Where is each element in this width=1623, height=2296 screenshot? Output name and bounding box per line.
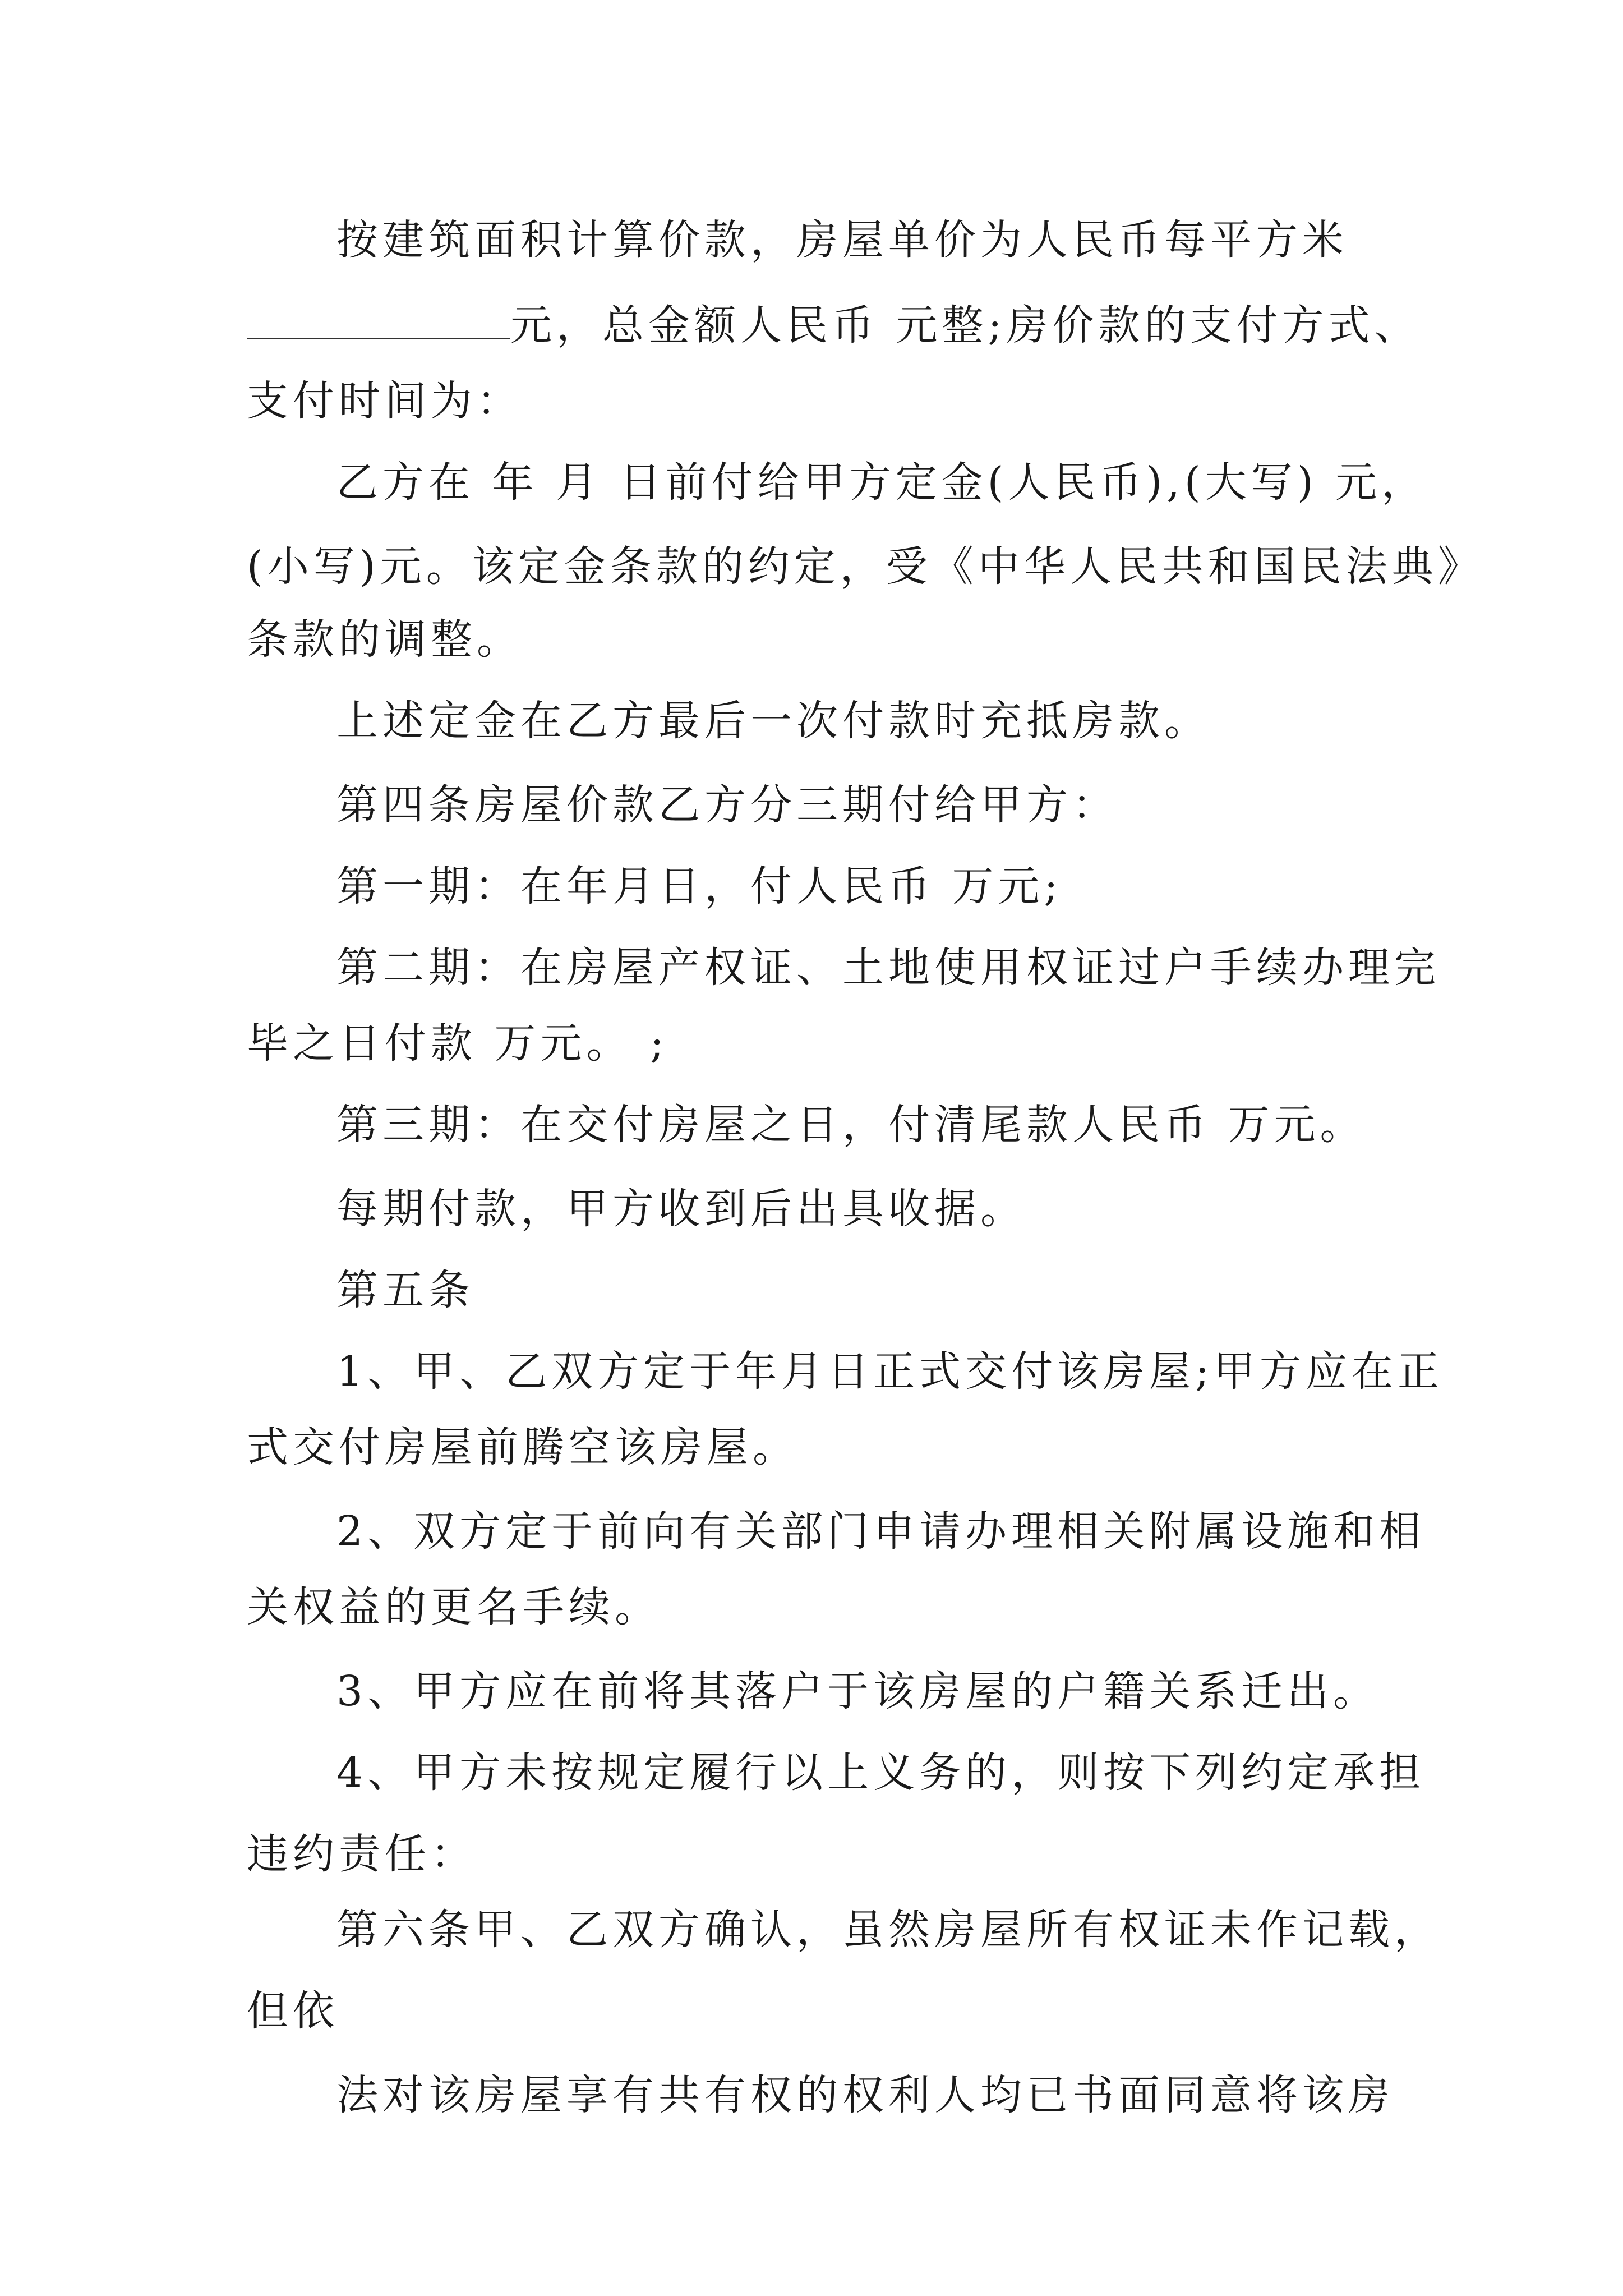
paragraph-line: 支付时间为： bbox=[247, 377, 523, 425]
paragraph-line: 上述定金在乙方最后一次付款时充抵房款。 bbox=[336, 697, 1210, 745]
paragraph-line: 第二期：在房屋产权证、土地使用权证过户手续办理完 bbox=[336, 944, 1440, 992]
paragraph-line: 第六条甲、乙双方确认，虽然房屋所有权证未作记载， bbox=[336, 1906, 1440, 1954]
paragraph-line: 关权益的更名手续。 bbox=[247, 1583, 661, 1631]
paragraph-line: 乙方在 年 月 日前付给甲方定金(人民币),(大写) 元， bbox=[336, 458, 1428, 507]
paragraph-line: 按建筑面积计算价款，房屋单价为人民币每平方米 bbox=[336, 216, 1348, 264]
paragraph-line: 条款的调整。 bbox=[247, 615, 523, 664]
paragraph-line: 第三期：在交付房屋之日，付清尾款人民币 万元。 bbox=[336, 1101, 1366, 1149]
paragraph-line: 毕之日付款 万元。 ; bbox=[247, 1019, 668, 1068]
paragraph-line: (小写)元。该定金条款的约定，受《中华人民共和国民法典》 bbox=[247, 542, 1484, 591]
paragraph-line: 2、双方定于前向有关部门申请办理相关附属设施和相 bbox=[336, 1507, 1426, 1556]
paragraph-line: 法对该房屋享有共有权的权利人均已书面同意将该房 bbox=[336, 2071, 1394, 2119]
paragraph-line bbox=[247, 297, 1421, 353]
paragraph-line: 违约责任： bbox=[247, 1830, 477, 1878]
paragraph-line: 3、甲方应在前将其落户于该房屋的户籍关系迁出。 bbox=[336, 1667, 1380, 1715]
fill-in-blank bbox=[247, 305, 510, 339]
paragraph-line: 但依 bbox=[247, 1987, 339, 2035]
paragraph-line: 每期付款，甲方收到后出具收据。 bbox=[336, 1185, 1026, 1233]
paragraph-line: 第四条房屋价款乙方分三期付给甲方： bbox=[336, 781, 1118, 829]
paragraph-line: 式交付房屋前腾空该房屋。 bbox=[247, 1423, 799, 1471]
paragraph-line: 1、甲、乙双方定于年月日正式交付该房屋;甲方应在正 bbox=[336, 1347, 1444, 1396]
line-text: 元，总金额人民币 元整;房价款的支付方式、 bbox=[510, 301, 1421, 349]
paragraph-line: 第五条 bbox=[336, 1266, 474, 1314]
paragraph-line: 4、甲方未按规定履行以上义务的，则按下列约定承担 bbox=[336, 1749, 1426, 1797]
paragraph-line: 第一期：在年月日，付人民币 万元; bbox=[336, 862, 1063, 910]
